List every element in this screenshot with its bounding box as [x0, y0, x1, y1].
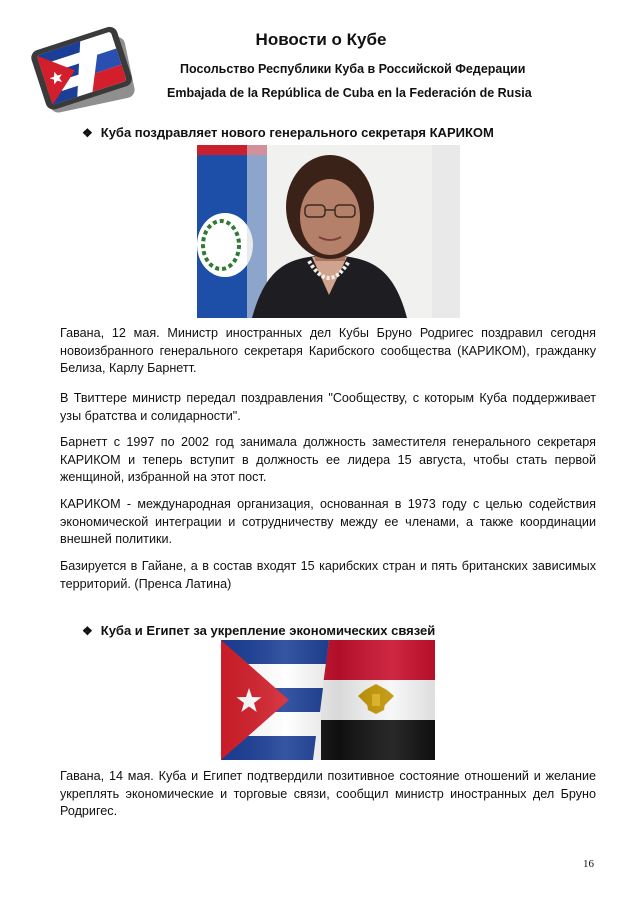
diamond-bullet-icon: ❖	[82, 125, 93, 140]
cuba-egypt-flags	[221, 640, 435, 760]
article-2-paragraph: Гавана, 14 мая. Куба и Египет подтвердили позитивное состояние отношений и желание укреплять экономические и торговые связи, сообщил министр иностранных дел Бруно Родригес.	[60, 769, 596, 818]
newsletter-title: Новости о Кубе	[255, 30, 387, 49]
article-1-paragraph: КАРИКОМ - международная организация, основанная в 1973 году с целью содействия экономической интеграции и сотрудничеству между ее членами, а также координации внешней политики.	[60, 497, 596, 546]
article-2-heading	[82, 623, 435, 638]
article-1-paragraph: Барнетт с 1997 по 2002 год занимала должность заместителя генерального секретаря КАРИКОМ и теперь вступит в должность ее лидера 15 августа, чтобы стать первой женщиной, избранной на этот пост.	[60, 435, 596, 484]
page-number: 16	[583, 858, 594, 870]
portrait-photo	[197, 145, 460, 318]
article-1-heading	[82, 125, 494, 140]
embassy-name-spanish: Embajada de la República de Cuba en la Federación de Rusia	[167, 86, 532, 100]
article-1-paragraph: Базируется в Гайане, а в состав входят 15 карибских стран и пять британских зависимых территорий. (Пренса Латина)	[60, 559, 596, 591]
diamond-bullet-icon: ❖	[82, 623, 93, 638]
article-2-heading-text: Куба и Египет за укрепление экономических связей	[100, 623, 436, 638]
article-1-heading-text: Куба поздравляет нового генерального секретаря КАРИКОМ	[100, 125, 494, 140]
article-1-paragraph: В Твиттере министр передал поздравления "Сообществу, с которым Куба поддерживает узы братства и солидарности".	[60, 391, 596, 423]
embassy-name-russian: Посольство Республики Куба в Российской Федерации	[180, 62, 526, 76]
article-1-paragraph: Гавана, 12 мая. Министр иностранных дел Кубы Бруно Родригес поздравил сегодня новоизбранного генерального секретаря Карибского сообщества (КАРИКОМ), гражданку Белиза, Карлу Барнетт.	[60, 326, 596, 375]
